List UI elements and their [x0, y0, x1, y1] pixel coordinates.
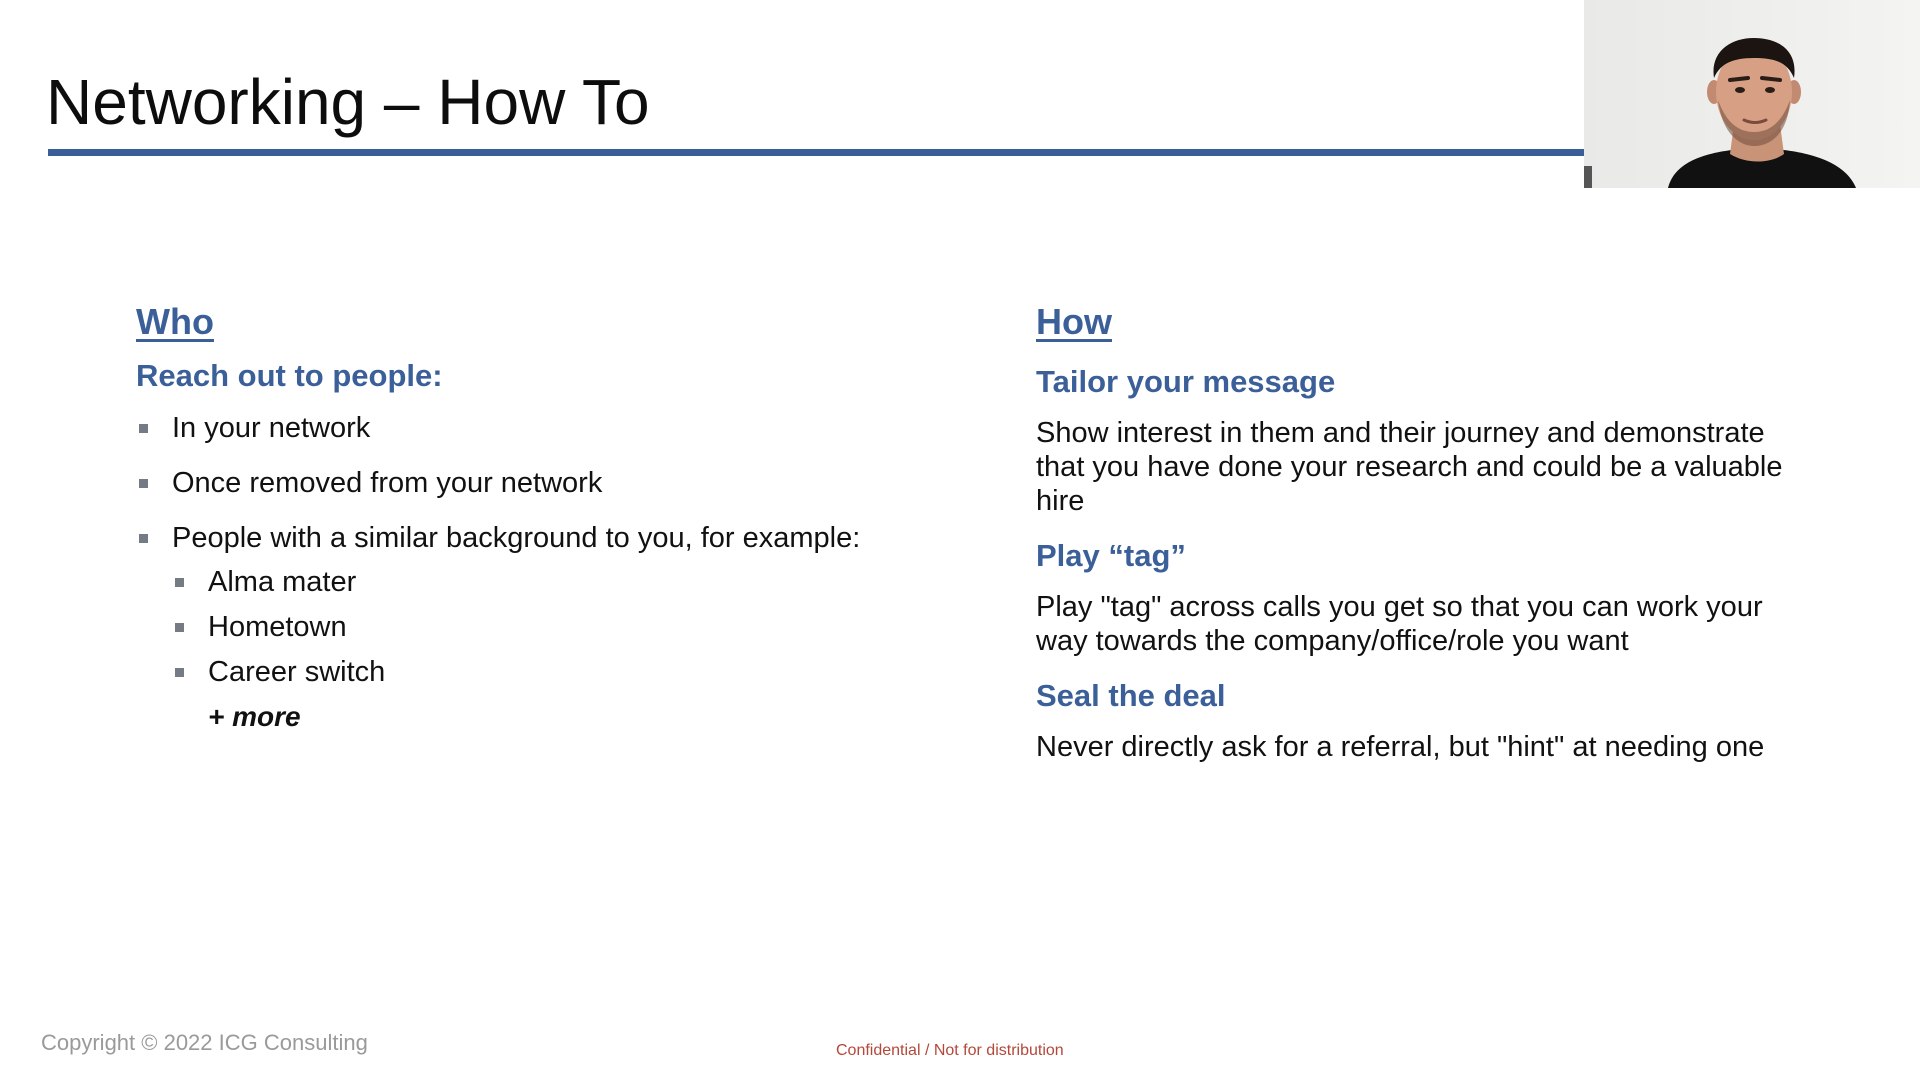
bullet-text: Once removed from your network [172, 467, 603, 499]
who-column [136, 300, 976, 735]
seal-deal-body: Never directly ask for a referral, but "hint" at needing one [1036, 731, 1765, 763]
square-bullet-icon [175, 623, 184, 632]
tailor-message-body: Show interest in them and their journey and demonstrate that you have done your research and could be a valuable hire [1036, 417, 1783, 517]
seal-deal-heading: Seal the deal [1036, 678, 1226, 713]
who-bullet-list [136, 410, 976, 556]
list-item [172, 609, 976, 645]
background-sub-list [136, 564, 976, 690]
bullet-text: People with a similar background to you, for example: [172, 522, 861, 554]
more-label: + more [208, 701, 301, 732]
list-item [172, 654, 976, 690]
bullet-text: In your network [172, 412, 371, 444]
sub-bullet-text: Alma mater [208, 566, 357, 598]
copyright-footer: Copyright © 2022 ICG Consulting [41, 1030, 368, 1055]
square-bullet-icon [175, 668, 184, 677]
play-tag-body: Play "tag" across calls you get so that you can work your way towards the company/office/role you want [1036, 591, 1763, 657]
presenter-video-icon [1584, 0, 1920, 188]
list-item [172, 564, 976, 600]
list-item [136, 410, 976, 446]
square-bullet-icon [139, 424, 148, 433]
play-tag-heading: Play “tag” [1036, 538, 1186, 573]
square-bullet-icon [139, 534, 148, 543]
title-divider [48, 149, 1584, 156]
tailor-message-heading: Tailor your message [1036, 364, 1336, 399]
resize-handle[interactable] [1584, 166, 1592, 188]
how-column [1036, 300, 1816, 764]
who-heading: Who [136, 301, 214, 342]
reach-out-subheading: Reach out to people: [136, 358, 443, 393]
square-bullet-icon [175, 578, 184, 587]
slide-title: Networking – How To [46, 66, 650, 138]
square-bullet-icon [139, 479, 148, 488]
how-heading: How [1036, 301, 1112, 342]
list-item [136, 465, 976, 501]
presenter-webcam-overlay[interactable] [1584, 0, 1920, 188]
sub-bullet-text: Hometown [208, 611, 347, 643]
confidential-footer: Confidential / Not for distribution [836, 1042, 1064, 1059]
sub-bullet-text: Career switch [208, 656, 386, 688]
list-item [136, 520, 976, 556]
